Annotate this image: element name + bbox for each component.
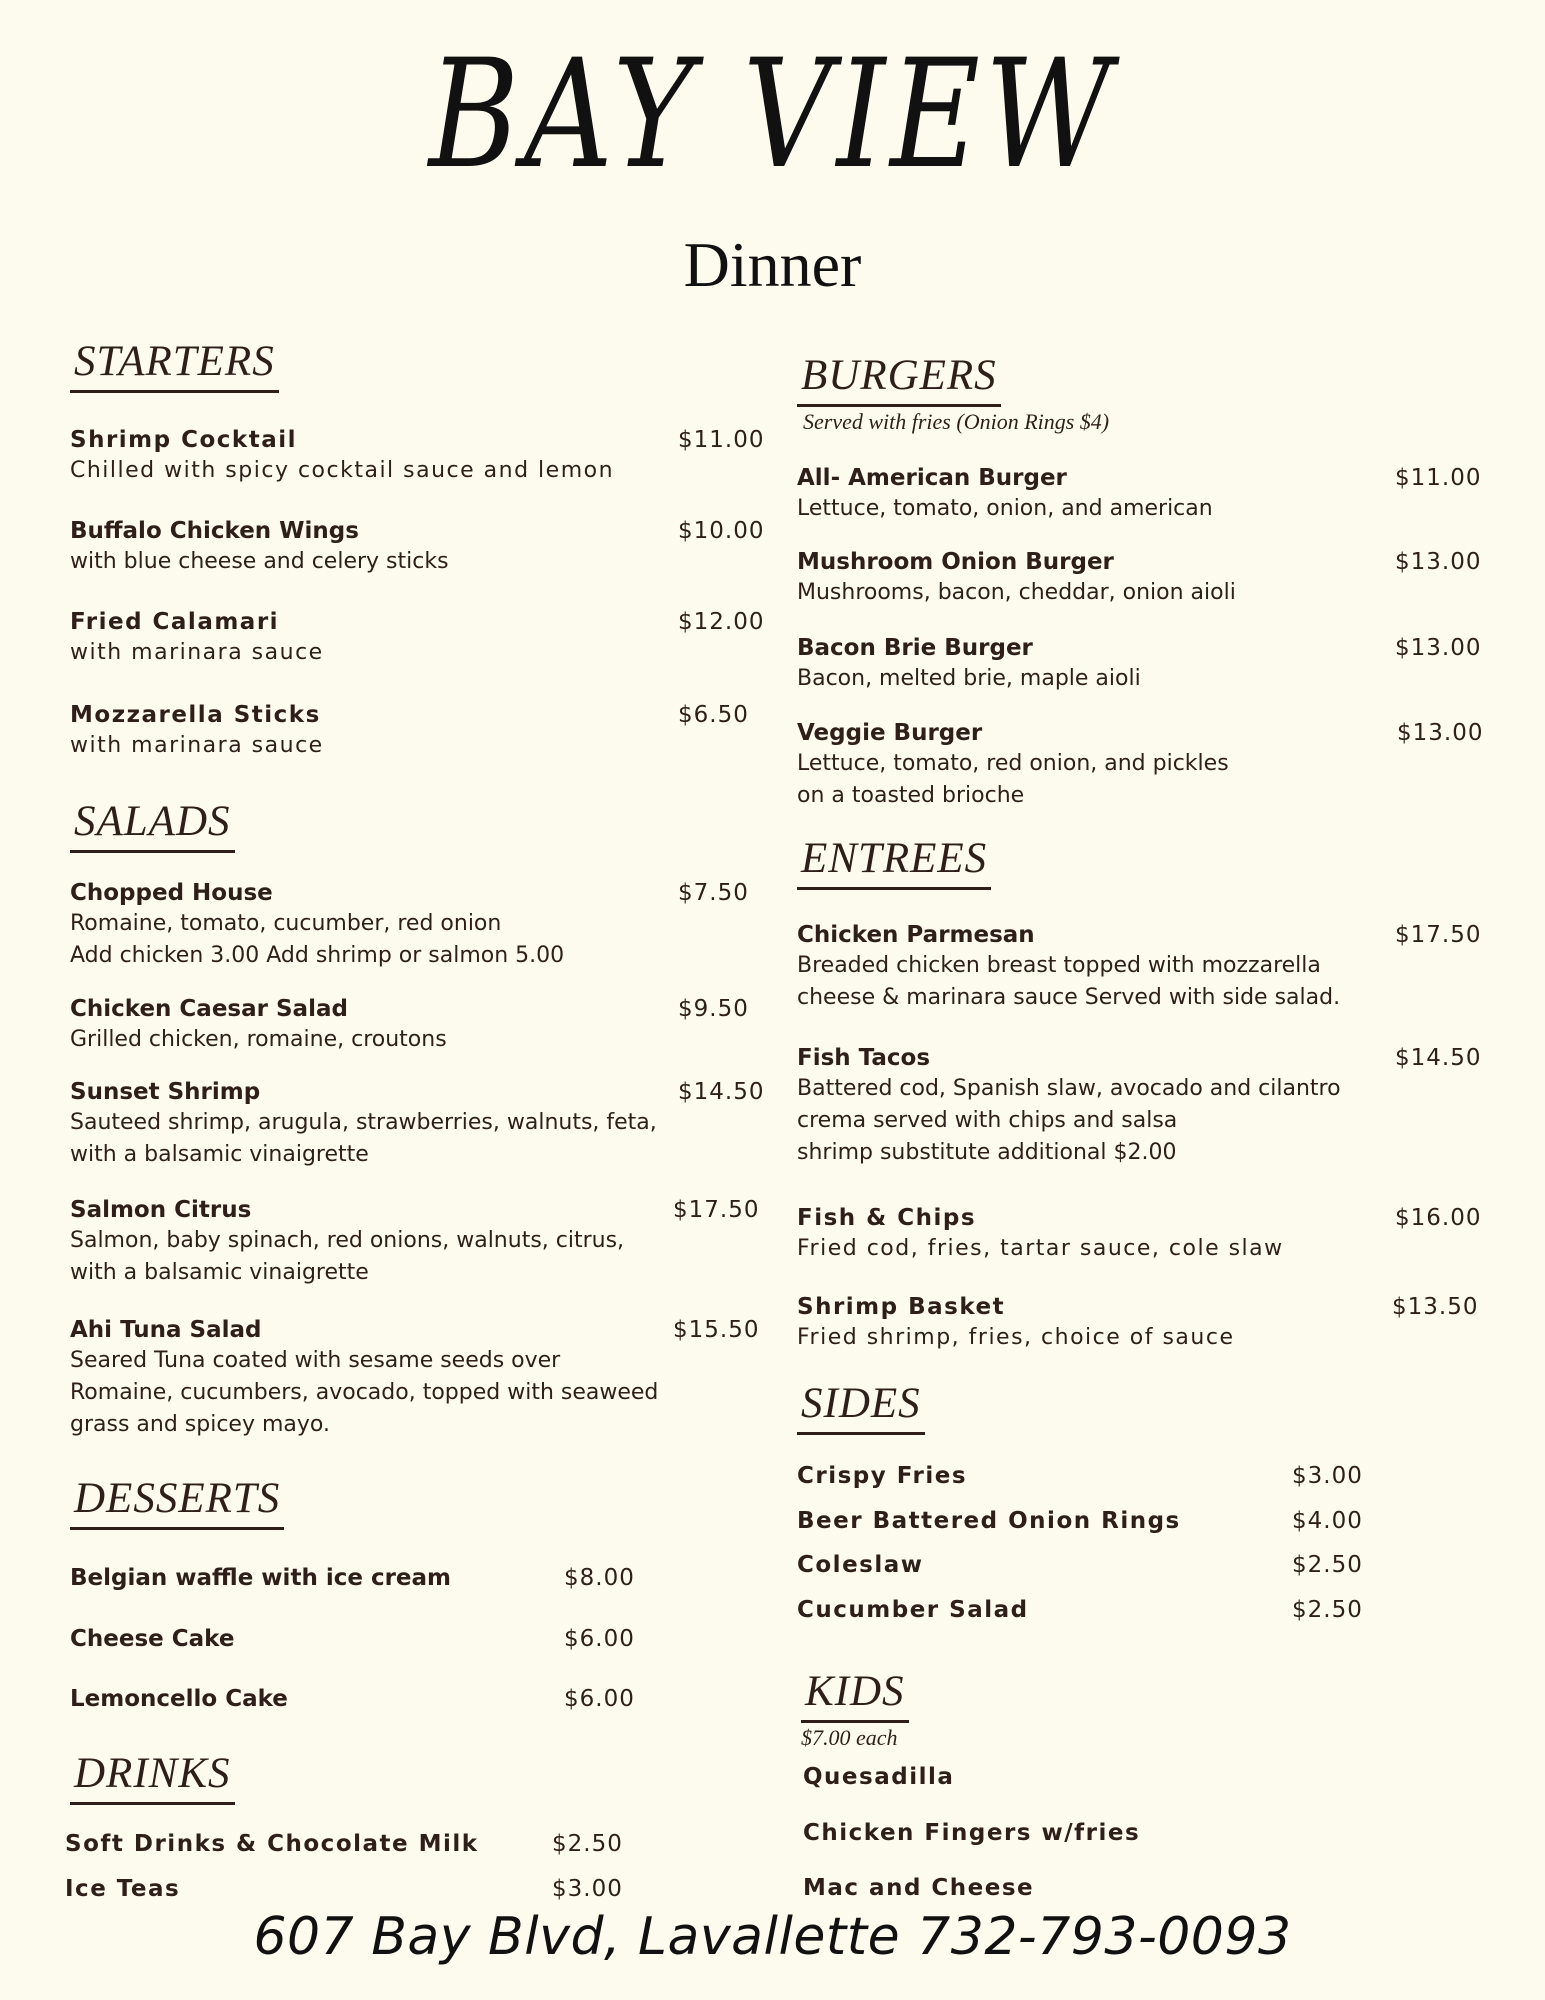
item-price: $2.50 xyxy=(1292,1552,1363,1578)
item-price: $9.50 xyxy=(678,996,749,1022)
menu-item xyxy=(797,1550,1497,1580)
desserts-section xyxy=(70,1475,770,1530)
item-price: $8.00 xyxy=(564,1565,635,1591)
item-description: with marinara sauce xyxy=(70,733,324,758)
item-name: Ahi Tuna Salad xyxy=(70,1317,262,1343)
item-description: Fried cod, fries, tartar sauce, cole slaw xyxy=(797,1236,1284,1261)
menu-item xyxy=(70,700,770,762)
menu-item xyxy=(797,1292,1497,1354)
item-description: Seared Tuna coated with sesame seeds over Romaine, cucumbers, avocado, topped with seaweed grass and spicey mayo. xyxy=(70,1348,659,1437)
item-description: Romaine, tomato, cucumber, red onion Add chicken 3.00 Add shrimp or salmon 5.00 xyxy=(70,911,565,968)
item-description: Lettuce, tomato, onion, and american xyxy=(797,496,1213,521)
item-name: Mac and Cheese xyxy=(803,1875,1035,1901)
menu-item xyxy=(797,547,1497,609)
section-heading: DRINKS xyxy=(70,1750,235,1805)
item-description: Salmon, baby spinach, red onions, walnuts, citrus, with a balsamic vinaigrette xyxy=(70,1228,625,1285)
item-price: $3.00 xyxy=(552,1876,623,1902)
menu-item xyxy=(70,425,770,487)
item-name: Fish Tacos xyxy=(797,1045,931,1071)
menu-item xyxy=(70,1315,770,1441)
item-name: Fried Calamari xyxy=(70,609,280,635)
item-name: Chicken Parmesan xyxy=(797,922,1035,948)
item-price: $6.50 xyxy=(678,702,749,728)
item-price: $10.00 xyxy=(678,518,765,544)
burgers-section xyxy=(797,352,1497,435)
item-name: Chicken Caesar Salad xyxy=(70,996,348,1022)
section-heading: STARTERS xyxy=(70,338,279,393)
item-name: Shrimp Cocktail xyxy=(70,427,297,453)
item-name: Sunset Shrimp xyxy=(70,1079,261,1105)
item-description: Chilled with spicy cocktail sauce and lemon xyxy=(70,458,615,483)
item-description: Mushrooms, bacon, cheddar, onion aioli xyxy=(797,580,1236,605)
menu-item xyxy=(70,878,770,972)
menu-item xyxy=(803,1762,1503,1792)
section-heading: BURGERS xyxy=(797,352,1001,407)
item-name: Cheese Cake xyxy=(70,1626,235,1652)
section-heading: SIDES xyxy=(797,1380,925,1435)
item-name: Chopped House xyxy=(70,880,273,906)
item-name: Salmon Citrus xyxy=(70,1197,252,1223)
item-price: $16.00 xyxy=(1395,1205,1482,1231)
item-name: Mozzarella Sticks xyxy=(70,702,321,728)
item-name: Beer Battered Onion Rings xyxy=(797,1508,1181,1534)
kids-section xyxy=(801,1668,1501,1751)
item-name: Bacon Brie Burger xyxy=(797,635,1033,661)
menu-item xyxy=(70,994,770,1056)
item-name: Quesadilla xyxy=(803,1764,955,1790)
section-heading: KIDS xyxy=(801,1668,909,1723)
item-description: with marinara sauce xyxy=(70,640,324,665)
starters-section xyxy=(70,338,770,393)
item-price: $7.50 xyxy=(678,880,749,906)
salads-section xyxy=(70,798,770,853)
item-price: $17.50 xyxy=(1395,922,1482,948)
item-price: $2.50 xyxy=(1292,1597,1363,1623)
item-name: Buffalo Chicken Wings xyxy=(70,518,359,544)
item-price: $4.00 xyxy=(1292,1508,1363,1534)
item-name: Crispy Fries xyxy=(797,1463,968,1489)
item-name: Coleslaw xyxy=(797,1552,924,1578)
section-note: Served with fries (Onion Rings $4) xyxy=(803,409,1110,434)
menu-item xyxy=(70,1077,770,1171)
item-price: $6.00 xyxy=(564,1686,635,1712)
section-note: $7.00 each xyxy=(801,1725,898,1750)
section-heading: SALADS xyxy=(70,798,235,853)
address-phone: 607 Bay Blvd, Lavallette 732-793-0093 xyxy=(253,1907,1292,1967)
item-name: Soft Drinks & Chocolate Milk xyxy=(65,1831,479,1857)
menu-item xyxy=(70,516,770,578)
item-price: $14.50 xyxy=(678,1079,765,1105)
item-name: Cucumber Salad xyxy=(797,1597,1029,1623)
menu-item xyxy=(797,1203,1497,1265)
menu-item xyxy=(797,463,1497,525)
menu-item xyxy=(803,1873,1503,1903)
item-name: All- American Burger xyxy=(797,465,1067,491)
menu-item xyxy=(797,1595,1497,1625)
menu-item xyxy=(797,718,1497,812)
item-price: $13.00 xyxy=(1395,549,1482,575)
menu-item xyxy=(70,1624,770,1654)
menu-item xyxy=(797,633,1497,695)
menu-item xyxy=(70,1195,770,1289)
item-price: $2.50 xyxy=(552,1831,623,1857)
item-description: Battered cod, Spanish slaw, avocado and cilantro crema served with chips and salsa shrimp substitute additional $2.00 xyxy=(797,1076,1341,1165)
drinks-section xyxy=(70,1750,770,1805)
item-name: Mushroom Onion Burger xyxy=(797,549,1114,575)
menu-item xyxy=(70,1563,770,1593)
menu-item xyxy=(797,1506,1497,1536)
item-price: $17.50 xyxy=(673,1197,760,1223)
section-heading: DESSERTS xyxy=(70,1475,284,1530)
item-price: $15.50 xyxy=(673,1317,760,1343)
item-name: Chicken Fingers w/fries xyxy=(803,1820,1141,1846)
restaurant-name: BAY VIEW xyxy=(428,28,1117,202)
item-name: Veggie Burger xyxy=(797,720,983,746)
menu-item xyxy=(65,1874,765,1904)
item-name: Fish & Chips xyxy=(797,1205,977,1231)
item-price: $3.00 xyxy=(1292,1463,1363,1489)
item-description: Breaded chicken breast topped with mozzarella cheese & marinara sauce Served with side salad. xyxy=(797,953,1341,1010)
item-name: Belgian waffle with ice cream xyxy=(70,1565,452,1591)
item-price: $12.00 xyxy=(678,609,765,635)
item-description: Fried shrimp, fries, choice of sauce xyxy=(797,1325,1235,1350)
item-name: Ice Teas xyxy=(65,1876,181,1902)
menu-item xyxy=(797,1461,1497,1491)
item-price: $14.50 xyxy=(1395,1045,1482,1071)
item-name: Shrimp Basket xyxy=(797,1294,1006,1320)
menu-title: Dinner xyxy=(683,229,862,300)
item-price: $11.00 xyxy=(1395,465,1482,491)
item-description: Lettuce, tomato, red onion, and pickles on a toasted brioche xyxy=(797,751,1229,808)
item-price: $6.00 xyxy=(564,1626,635,1652)
section-heading: ENTREES xyxy=(797,835,991,890)
item-description: Grilled chicken, romaine, croutons xyxy=(70,1027,447,1052)
item-description: Sauteed shrimp, arugula, strawberries, walnuts, feta, with a balsamic vinaigrette xyxy=(70,1110,657,1167)
menu-item xyxy=(797,1043,1497,1169)
menu-item xyxy=(797,920,1497,1014)
item-price: $13.00 xyxy=(1397,720,1484,746)
item-price: $11.00 xyxy=(678,427,765,453)
entrees-section xyxy=(797,835,1497,890)
sides-section xyxy=(797,1380,1497,1435)
item-name: Lemoncello Cake xyxy=(70,1686,288,1712)
menu-item xyxy=(65,1829,765,1859)
menu-item xyxy=(70,1684,770,1714)
menu-item xyxy=(70,607,770,669)
item-description: Bacon, melted brie, maple aioli xyxy=(797,666,1141,691)
item-description: with blue cheese and celery sticks xyxy=(70,549,449,574)
menu-item xyxy=(803,1818,1503,1848)
item-price: $13.50 xyxy=(1392,1294,1479,1320)
item-price: $13.00 xyxy=(1395,635,1482,661)
